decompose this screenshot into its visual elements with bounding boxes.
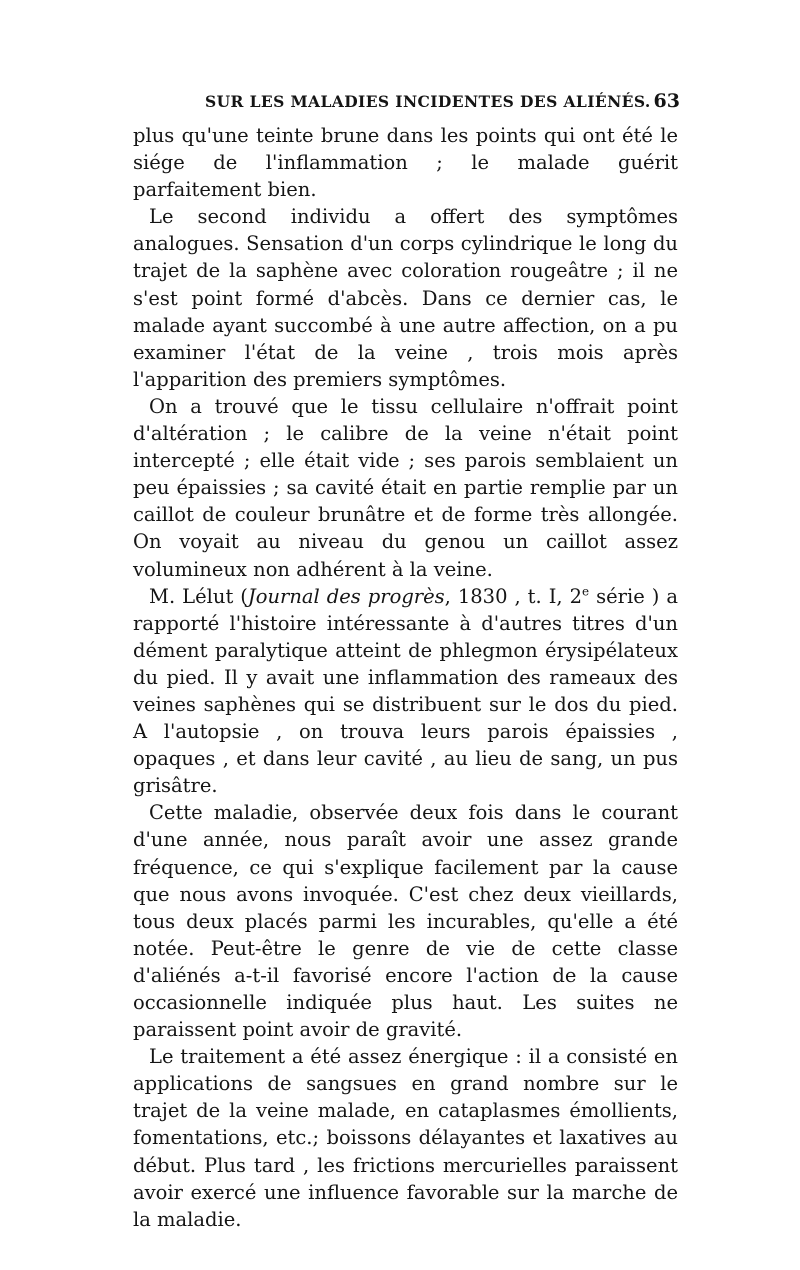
p4-before: M. Lélut ( (149, 584, 248, 608)
p4-superscript: e (582, 584, 590, 599)
p4-middle: , 1830 , t. I, 2 (444, 584, 583, 608)
paragraph-5: Cette maladie, observée deux fois dans le courant d'une année, nous paraît avoir une assez grande fréquence, ce qui s'explique facilement par la cause que nous avons invoquée. C'est chez deux vieillards, tous deux placés parmi les incurables, qu'elle a été notée. Peut-être le genre de vie de cette classe d'aliénés a-t-il favorisé encore l'action de la cause occasionnelle indiquée plus haut. Les suites ne paraissent point avoir de gravité. (133, 801, 678, 1042)
paragraph-1: plus qu'une teinte brune dans les points qui ont été le siége de l'inflammation ; le malade guérit parfaitement bien. (133, 124, 678, 202)
p4-after: série ) a rapporté l'histoire intéressante à d'autres titres d'un dément paralytique atteint de phlegmon érysipélateux du pied. Il y avait une inflammation des rameaux des veines saphènes qui se distribuent sur le dos du pied. A l'autopsie , on trouva leurs parois épaissies , opaques , et dans leur cavité , au lieu de sang, un pus grisâtre. (133, 584, 678, 798)
page-number: 63 (653, 90, 680, 112)
paragraph-2: Le second individu a offert des symptômes analogues. Sensation d'un corps cylindrique le long du trajet de la saphène avec coloration rougeâtre ; il ne s'est point formé d'abcès. Dans ce dernier cas, le malade ayant succombé à une autre affection, on a pu examiner l'état de la veine , trois mois après l'apparition des premiers symptômes. (133, 205, 678, 391)
paragraph-6: Le traitement a été assez énergique : il a consisté en applications de sangsues en grand nombre sur le trajet de la veine malade, en cataplasmes émollients, fomentations, etc.; boissons délayantes et laxatives au début. Plus tard , les frictions mercurielles paraissent avoir exercé une influence favorable sur la marche de la maladie. (133, 1045, 678, 1231)
paragraph-3: On a trouvé que le tissu cellulaire n'offrait point d'altération ; le calibre de la veine n'était point intercepté ; elle était vide ; ses parois semblaient un peu épaissies ; sa cavité était en partie remplie par un caillot de couleur brunâtre et de forme très allongée. On voyait au niveau du genou un caillot assez volumineux non adhérent à la veine. (133, 394, 678, 581)
body-text (133, 122, 678, 1233)
page-header (205, 90, 680, 112)
paragraph-4 (133, 583, 678, 800)
running-head: SUR LES MALADIES INCIDENTES DES ALIÉNÉS. (205, 92, 651, 111)
journal-title: Journal des progrès (247, 584, 445, 608)
